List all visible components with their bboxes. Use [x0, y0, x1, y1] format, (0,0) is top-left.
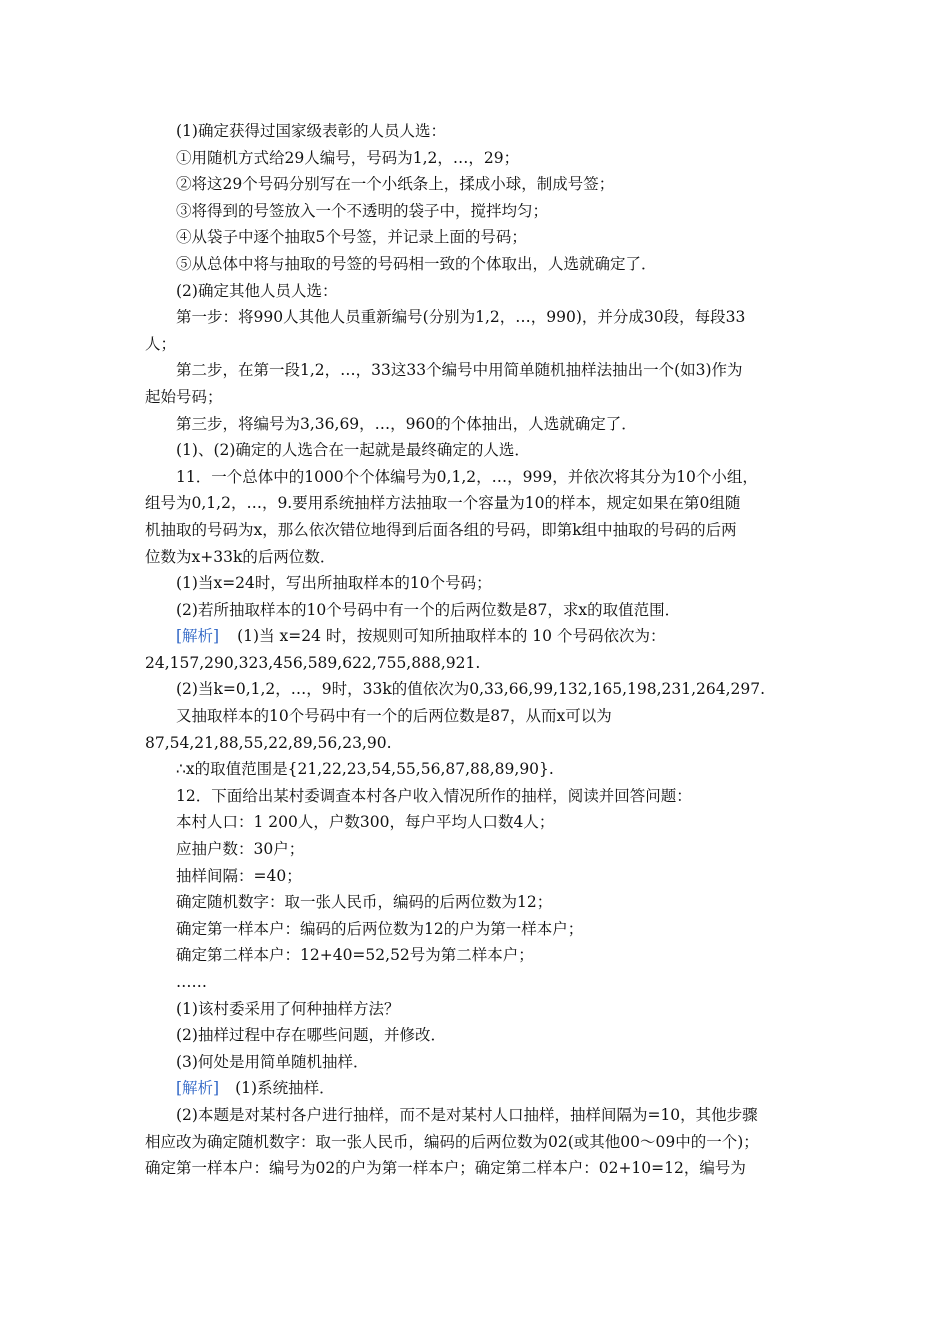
- question-12-line: 12．下面给出某村委调查本村各户收入情况所作的抽样，阅读并回答问题：: [176, 786, 692, 805]
- text-line: (2)当k=0,1,2，…，9时，33k的值依次为0,33,66,99,132,165,198,231,264,297.: [176, 680, 766, 699]
- text-line: 第二步，在第一段1,2，…，33这33个编号中用简单随机抽样法抽出一个(如3)作为: [176, 361, 743, 380]
- text-line: ⑤从总体中将与抽取的号签的号码相一致的个体取出，人选就确定了．: [176, 254, 657, 273]
- question-11-line: 11．一个总体中的1000个个体编号为0,1,2，…，999，并依次将其分为10个小组，: [176, 467, 758, 486]
- text-line: ③将得到的号签放入一个不透明的袋子中，搅拌均匀；: [176, 201, 549, 220]
- text-line: (3)何处是用简单随机抽样．: [176, 1052, 369, 1071]
- text-line: 又抽取样本的10个号码中有一个的后两位数是87，从而x可以为: [176, 707, 612, 726]
- text-line: 抽样间隔：=40；: [176, 866, 302, 885]
- document-page: [145, 118, 807, 1182]
- text-line: 24,157,290,323,456,589,622,755,888,921.: [145, 653, 481, 672]
- text-line: 应抽户数：30户；: [176, 840, 305, 859]
- text-line: 确定第一样本户：编码的后两位数为12的户为第一样本户；: [176, 919, 584, 938]
- text-line: 87,54,21,88,55,22,89,56,23,90.: [145, 733, 392, 752]
- text-line: (2)确定其他人员人选：: [176, 281, 338, 300]
- text-line: 确定第二样本户：12+40=52,52号为第二样本户；: [176, 946, 534, 965]
- analysis-tag: [解析]: [176, 1079, 220, 1098]
- text-line: 机抽取的号码为x，那么依次错位地得到后面各组的号码，即第k组中抽取的号码的后两: [145, 520, 737, 539]
- text-line: (1)确定获得过国家级表彰的人员人选：: [176, 122, 446, 140]
- text-line: 第三步，将编号为3,36,69，…，960的个体抽出，人选就确定了．: [176, 414, 637, 433]
- text-line: (2)抽样过程中存在哪些问题，并修改．: [176, 1026, 446, 1045]
- text-line: 确定随机数字：取一张人民币，编码的后两位数为12；: [176, 893, 553, 912]
- text-line: (1)该村委采用了何种抽样方法？: [176, 999, 400, 1018]
- text-line: 人；: [145, 334, 177, 353]
- text-line: 相应改为确定随机数字：取一张人民币，编码的后两位数为02(或其他00～09中的一个)；: [145, 1132, 759, 1151]
- text-line: (2)本题是对某村各户进行抽样，而不是对某村人口抽样，抽样间隔为=10，其他步骤: [176, 1105, 758, 1124]
- answer-text: (1)系统抽样．: [235, 1079, 335, 1098]
- text-line: ……: [176, 973, 207, 991]
- text-line: ∴x的取值范围是{21,22,23,54,55,56,87,88,89,90}.: [176, 760, 554, 779]
- text-line: ②将这29个号码分别写在一个小纸条上，揉成小球，制成号签；: [176, 175, 615, 194]
- text-line: 起始号码；: [145, 387, 223, 406]
- text-line: ④从袋子中逐个抽取5个号签，并记录上面的号码；: [176, 228, 527, 247]
- text-line: 位数为x+33k的后两位数．: [145, 547, 336, 566]
- text-line: 第一步：将990人其他人员重新编号(分别为1,2，…，990)，并分成30段，每段33: [176, 308, 746, 327]
- answer-text: (1)当 x=24 时，按规则可知所抽取样本的 10 个号码依次为：: [237, 627, 666, 646]
- text-line: 确定第一样本户：编号为02的户为第一样本户；确定第二样本户：02+10=12，编号为: [145, 1159, 746, 1178]
- text-line: ①用随机方式给29人编号，号码为1,2，…，29；: [176, 148, 520, 167]
- text-line: (1)、(2)确定的人选合在一起就是最终确定的人选．: [176, 441, 530, 460]
- answer-line: [145, 1075, 807, 1102]
- analysis-tag: [解析]: [176, 627, 220, 646]
- text-line: (1)当x=24时，写出所抽取样本的10个号码；: [176, 574, 492, 593]
- text-line: 组号为0,1,2，…，9.要用系统抽样方法抽取一个容量为10的样本，规定如果在第0组随: [145, 494, 741, 513]
- answer-line: [145, 623, 807, 650]
- text-line: (2)若所抽取样本的10个号码中有一个的后两位数是87，求x的取值范围．: [176, 600, 681, 619]
- text-line: 本村人口：1 200人，户数300，每户平均人口数4人；: [176, 813, 555, 832]
